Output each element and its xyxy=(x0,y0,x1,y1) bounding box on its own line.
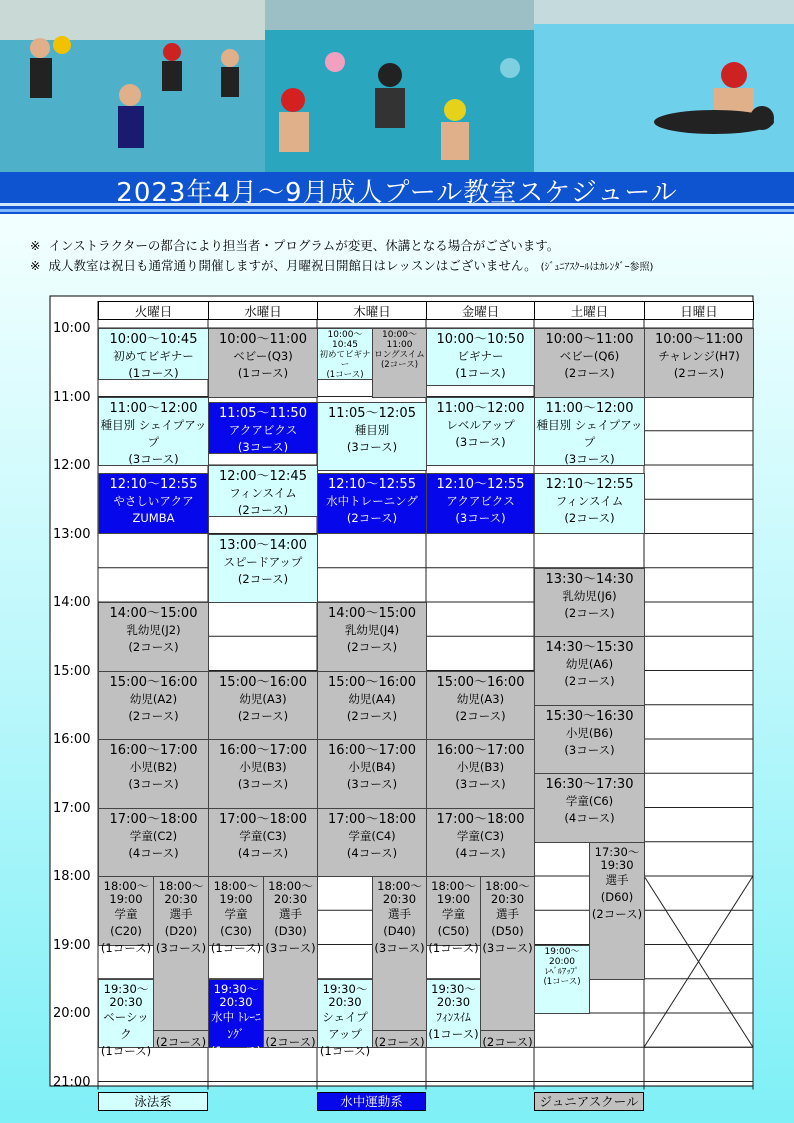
swim-class-block xyxy=(98,979,154,1058)
class-time: 17:00～18:00 xyxy=(109,811,198,827)
class-lanes: (3コース) xyxy=(346,777,398,791)
junior-class-block xyxy=(317,739,427,809)
swim-class-block xyxy=(426,979,481,1049)
junior-class-block xyxy=(263,876,318,1048)
junior-class-block xyxy=(208,739,318,809)
class-name: アクアビクス xyxy=(228,422,298,437)
junior-class-block xyxy=(98,808,209,878)
class-time: 19:30～20:30 xyxy=(213,981,259,1009)
class-name: 学童(C4) xyxy=(348,828,396,843)
class-lanes: (2コース) xyxy=(380,360,419,370)
class-time: 11:00～12:00 xyxy=(436,400,525,416)
class-name: ベーシック xyxy=(103,1009,149,1041)
time-label: 15:00 xyxy=(53,663,91,679)
class-time: 15:00～16:00 xyxy=(328,674,416,690)
class-lanes: (1コース) xyxy=(428,1026,479,1041)
class-lanes: (2コース) xyxy=(591,906,643,921)
time-label: 20:00 xyxy=(53,1006,91,1021)
class-time: 10:00～11:00 xyxy=(382,330,417,350)
class-time: 15:00～16:00 xyxy=(109,674,198,690)
class-name: 選手 (D50) xyxy=(491,907,524,938)
class-name: ﾌｨﾝｽｲﾑ xyxy=(436,1009,471,1024)
swim-class-block xyxy=(426,397,535,467)
junior-class-block xyxy=(372,1030,427,1048)
class-lanes: (4コース) xyxy=(237,845,289,860)
junior-class-block xyxy=(534,636,645,706)
class-time: 19:30～20:30 xyxy=(322,981,368,1009)
class-time: 19:00～20:00 xyxy=(544,946,580,967)
class-lanes: (1コース) xyxy=(319,1043,371,1058)
junior-class-block xyxy=(426,808,535,878)
class-name: 水中 ﾄﾚｰﾆﾝｸﾞ xyxy=(211,1009,261,1041)
class-name: 幼児(A4) xyxy=(348,691,396,706)
class-time: 11:05～12:05 xyxy=(328,405,416,421)
time-label: 13:00 xyxy=(53,526,91,542)
class-name: 初めてビギナー xyxy=(319,350,371,370)
class-lanes: (2コース) xyxy=(346,511,398,526)
class-lanes: (3コース) xyxy=(128,777,179,791)
class-lanes: (2コース) xyxy=(564,366,615,380)
class-lanes: (2コース) xyxy=(564,511,615,526)
junior-class-block xyxy=(98,739,209,809)
class-lanes: (3コース) xyxy=(564,451,615,466)
junior-class-block xyxy=(153,876,209,1048)
class-name: アクアビクス xyxy=(446,494,515,509)
time-label: 21:00 xyxy=(53,1074,91,1090)
swim-class-block xyxy=(534,945,590,1015)
day-header: 土曜日 xyxy=(534,301,645,320)
class-lanes: (3コース) xyxy=(455,777,506,791)
class-time: 18:00～19:00 xyxy=(431,879,476,906)
aqua-exercise-class-block xyxy=(208,979,264,1058)
class-lanes: (3コース) xyxy=(128,451,179,466)
class-time: 16:30～17:30 xyxy=(545,777,634,793)
aqua-exercise-class-block xyxy=(98,473,209,534)
class-lanes: (1コース) xyxy=(210,941,262,955)
class-time: 10:00～11:00 xyxy=(219,332,307,347)
class-name: 初めてビギナー xyxy=(113,349,194,363)
junior-class-block xyxy=(372,876,427,1048)
class-time: 16:00～17:00 xyxy=(328,743,416,758)
class-time: 17:30～19:30 xyxy=(594,844,640,872)
class-lanes: (3コース) xyxy=(564,742,615,757)
time-label: 11:00 xyxy=(53,389,91,405)
class-name: 幼児(A3) xyxy=(239,691,287,706)
class-time: 14:00～15:00 xyxy=(109,606,198,621)
junior-class-block xyxy=(589,842,645,980)
class-lanes: (1コース) xyxy=(210,1043,262,1058)
swim-class-block xyxy=(317,402,427,472)
class-name: ビギナー xyxy=(457,349,504,363)
class-lanes: (3コース) xyxy=(455,434,506,449)
junior-class-block xyxy=(317,808,427,878)
swim-class-block xyxy=(534,397,645,467)
class-lanes: (2コース) xyxy=(128,640,179,654)
day-header: 金曜日 xyxy=(426,301,535,320)
junior-class-block xyxy=(208,808,318,878)
junior-class-block xyxy=(317,602,427,672)
class-lanes: (1コース) xyxy=(455,366,506,380)
class-time: 16:00～17:00 xyxy=(219,743,307,758)
class-name: 選手 (D60) xyxy=(600,872,634,904)
junior-class-block xyxy=(534,773,645,843)
class-time: 14:00～15:00 xyxy=(328,606,416,621)
class-name: レベルアップ xyxy=(446,417,515,432)
class-name: ベビー(Q3) xyxy=(233,349,293,363)
class-name: 幼児(A2) xyxy=(129,691,178,706)
class-time: 11:00～12:00 xyxy=(109,400,198,416)
class-lanes: (4コース) xyxy=(128,845,179,860)
class-name: ﾚﾍﾞﾙｱｯﾌﾟ xyxy=(544,966,579,977)
class-time: 13:30～14:30 xyxy=(545,571,634,587)
class-lanes: (4コース) xyxy=(346,845,398,860)
day-header: 水曜日 xyxy=(208,301,318,320)
class-time: 12:10～12:55 xyxy=(545,477,634,493)
note-suffix: (ｼﾞｭﾆｱｽｸｰﾙはｶﾚﾝﾀﾞｰ参照) xyxy=(540,262,654,273)
junior-class-block xyxy=(480,1030,535,1048)
class-name: 学童(C20) xyxy=(110,907,142,938)
class-lanes: (3コース) xyxy=(237,777,289,791)
time-label: 19:00 xyxy=(53,937,91,953)
class-time: 19:30～20:30 xyxy=(103,981,149,1009)
class-time: 18:00～19:00 xyxy=(103,879,149,906)
class-name: 学童(C6) xyxy=(565,794,614,809)
class-time: 15:00～16:00 xyxy=(436,674,525,690)
class-time: 10:00～10:50 xyxy=(436,332,525,347)
class-name: チャレンジ(H7) xyxy=(658,349,740,363)
junior-class-block xyxy=(208,328,318,398)
class-lanes: (2コース) xyxy=(482,1035,533,1050)
class-lanes: (3コース) xyxy=(346,439,398,454)
class-lanes: (4コース) xyxy=(455,845,506,860)
class-lanes: (1コース) xyxy=(543,976,581,987)
class-name: 選手 (D30) xyxy=(274,907,307,938)
class-lanes: (2コース) xyxy=(128,708,179,723)
class-lanes: (3コース) xyxy=(482,941,533,955)
class-name: 選手 (D40) xyxy=(383,907,416,938)
class-time: 11:00～12:00 xyxy=(545,400,634,416)
class-name: 乳幼児(J6) xyxy=(562,588,617,603)
class-lanes: (1コース) xyxy=(428,941,479,955)
class-name: 乳幼児(J2) xyxy=(126,623,181,637)
swim-class-block xyxy=(317,328,373,380)
class-time: 14:30～15:30 xyxy=(545,640,634,656)
class-lanes: (3コース) xyxy=(265,941,316,955)
junior-class-block xyxy=(426,739,535,809)
class-name: 学童(C2) xyxy=(129,828,178,843)
class-time: 12:10～12:55 xyxy=(436,477,525,493)
class-name: シェイプ アップ xyxy=(322,1009,368,1041)
class-time: 16:00～17:00 xyxy=(109,743,198,758)
class-lanes: (1コース) xyxy=(100,941,152,955)
class-lanes: (2コース) xyxy=(155,1035,207,1050)
junior-class-block xyxy=(317,671,427,741)
class-name: 種目別 シェイプアップ xyxy=(536,417,643,449)
day-header: 日曜日 xyxy=(644,301,754,320)
class-name: 乳幼児(J4) xyxy=(344,623,400,637)
class-time: 19:30～20:30 xyxy=(431,981,476,1009)
time-label: 12:00 xyxy=(53,458,91,473)
time-label: 10:00 xyxy=(53,321,91,336)
class-name: 選手 (D20) xyxy=(164,907,198,938)
class-time: 17:00～18:00 xyxy=(328,811,416,827)
class-name: スピードアップ xyxy=(223,554,303,569)
time-label: 16:00 xyxy=(53,732,91,747)
class-name: 学童(C50) xyxy=(437,907,470,938)
class-time: 16:00～17:00 xyxy=(436,743,525,758)
swim-class-block xyxy=(208,465,318,517)
swim-class-block xyxy=(98,397,209,467)
day-header: 木曜日 xyxy=(317,301,427,320)
class-lanes: (2コース) xyxy=(374,1035,425,1050)
aqua-exercise-class-block xyxy=(426,473,535,534)
class-lanes: (2コース) xyxy=(564,605,615,620)
class-lanes: (1コース) xyxy=(128,366,179,380)
aqua-exercise-class-block xyxy=(317,473,427,534)
class-name: 学童(C30) xyxy=(220,907,252,938)
class-lanes: (2コース) xyxy=(564,674,615,689)
class-name: 小児(B2) xyxy=(129,760,178,774)
class-lanes: (2コース) xyxy=(265,1035,316,1050)
class-lanes: (1コース) xyxy=(100,1043,152,1058)
junior-class-block xyxy=(153,1030,209,1048)
legend-swim: 泳法系 xyxy=(98,1092,208,1111)
class-time: 11:05～11:50 xyxy=(219,405,307,421)
class-name: 水中トレーニング xyxy=(326,494,418,509)
junior-class-block xyxy=(372,328,427,398)
class-time: 17:00～18:00 xyxy=(219,811,307,827)
class-lanes: (2コース) xyxy=(455,708,506,723)
class-lanes: (1コース) xyxy=(326,370,364,380)
class-time: 18:00～20:30 xyxy=(485,879,530,906)
junior-class-block xyxy=(534,705,645,775)
class-name: 種目別 xyxy=(354,422,390,437)
junior-class-block xyxy=(534,328,645,398)
class-lanes: (2コース) xyxy=(346,640,398,654)
class-time: 18:00～20:30 xyxy=(268,879,313,906)
junior-class-block xyxy=(534,568,645,638)
class-time: 10:00～10:45 xyxy=(327,330,363,350)
class-time: 10:00～10:45 xyxy=(109,332,198,347)
class-time: 17:00～18:00 xyxy=(436,811,525,827)
class-lanes: (3コース) xyxy=(237,439,289,454)
junior-class-block xyxy=(426,876,481,955)
time-label: 17:00 xyxy=(53,800,91,816)
class-time: 12:10～12:55 xyxy=(109,477,198,493)
note-mark: ※ xyxy=(30,258,41,273)
note-mark: ※ xyxy=(30,238,41,253)
class-name: やさしいアクア ZUMBA xyxy=(113,494,194,526)
note-text: インストラクターの都合により担当者・プログラムが変更、休講となる場合がございます。 xyxy=(48,238,560,253)
class-lanes: (3コース) xyxy=(155,941,207,955)
class-time: 13:00～14:00 xyxy=(219,537,307,553)
junior-class-block xyxy=(98,876,154,955)
class-name: 小児(B3) xyxy=(456,760,505,774)
class-lanes: (2コース) xyxy=(237,708,289,723)
class-name: ロングスイム xyxy=(374,350,425,360)
swim-class-block xyxy=(98,328,209,380)
junior-class-block xyxy=(480,876,535,1048)
class-time: 12:00～12:45 xyxy=(219,469,307,484)
junior-class-block xyxy=(98,602,209,672)
note-text: 成人教室は祝日も通常通り開催しますが、月曜祝日開館日はレッスンはございません。 xyxy=(48,258,537,273)
junior-class-block xyxy=(644,328,754,398)
time-label: 18:00 xyxy=(53,869,91,884)
class-time: 18:00～20:30 xyxy=(158,879,204,906)
junior-class-block xyxy=(98,671,209,741)
class-lanes: (2コース) xyxy=(346,708,398,723)
swim-class-block xyxy=(208,534,318,604)
swim-class-block xyxy=(426,328,535,386)
class-lanes: (4コース) xyxy=(564,811,615,826)
class-name: 小児(B4) xyxy=(348,760,396,774)
class-time: 12:10～12:55 xyxy=(328,477,416,493)
class-name: 小児(B3) xyxy=(239,760,287,774)
class-name: フィンスイム xyxy=(555,494,624,509)
day-header: 火曜日 xyxy=(98,301,209,320)
junior-class-block xyxy=(426,671,535,741)
class-time: 18:00～19:00 xyxy=(213,879,259,906)
class-time: 10:00～11:00 xyxy=(545,332,634,347)
class-name: 学童(C3) xyxy=(239,828,287,843)
swim-class-block xyxy=(534,473,645,534)
class-name: 学童(C3) xyxy=(456,828,505,843)
class-lanes: (2コース) xyxy=(237,503,289,517)
swim-class-block xyxy=(317,979,373,1058)
class-time: 10:00～11:00 xyxy=(655,332,743,347)
class-lanes: (3コース) xyxy=(455,511,506,526)
legend-aqua-exercise: 水中運動系 xyxy=(317,1092,426,1111)
class-name: 種目別 シェイプアップ xyxy=(100,417,207,449)
class-name: フィンスイム xyxy=(229,486,297,500)
class-name: 幼児(A6) xyxy=(565,657,614,672)
class-time: 15:30～16:30 xyxy=(545,708,634,724)
page-title: 2023年4月～9月成人プール教室スケジュール xyxy=(116,178,678,208)
time-label: 14:00 xyxy=(53,595,91,610)
class-name: 小児(B6) xyxy=(565,725,614,740)
class-lanes: (1コース) xyxy=(237,366,289,380)
junior-class-block xyxy=(208,671,318,741)
class-lanes: (2コース) xyxy=(673,366,725,380)
class-name: 幼児(A3) xyxy=(456,691,505,706)
class-time: 18:00～20:30 xyxy=(377,879,422,906)
class-lanes: (3コース) xyxy=(374,941,425,955)
junior-class-block xyxy=(263,1030,318,1048)
aqua-exercise-class-block xyxy=(208,402,318,454)
class-lanes: (2コース) xyxy=(237,571,289,586)
junior-class-block xyxy=(208,876,264,955)
legend-junior-school: ジュニアスクール xyxy=(534,1092,644,1111)
class-time: 15:00～16:00 xyxy=(219,674,307,690)
class-name: ベビー(Q6) xyxy=(559,349,620,363)
